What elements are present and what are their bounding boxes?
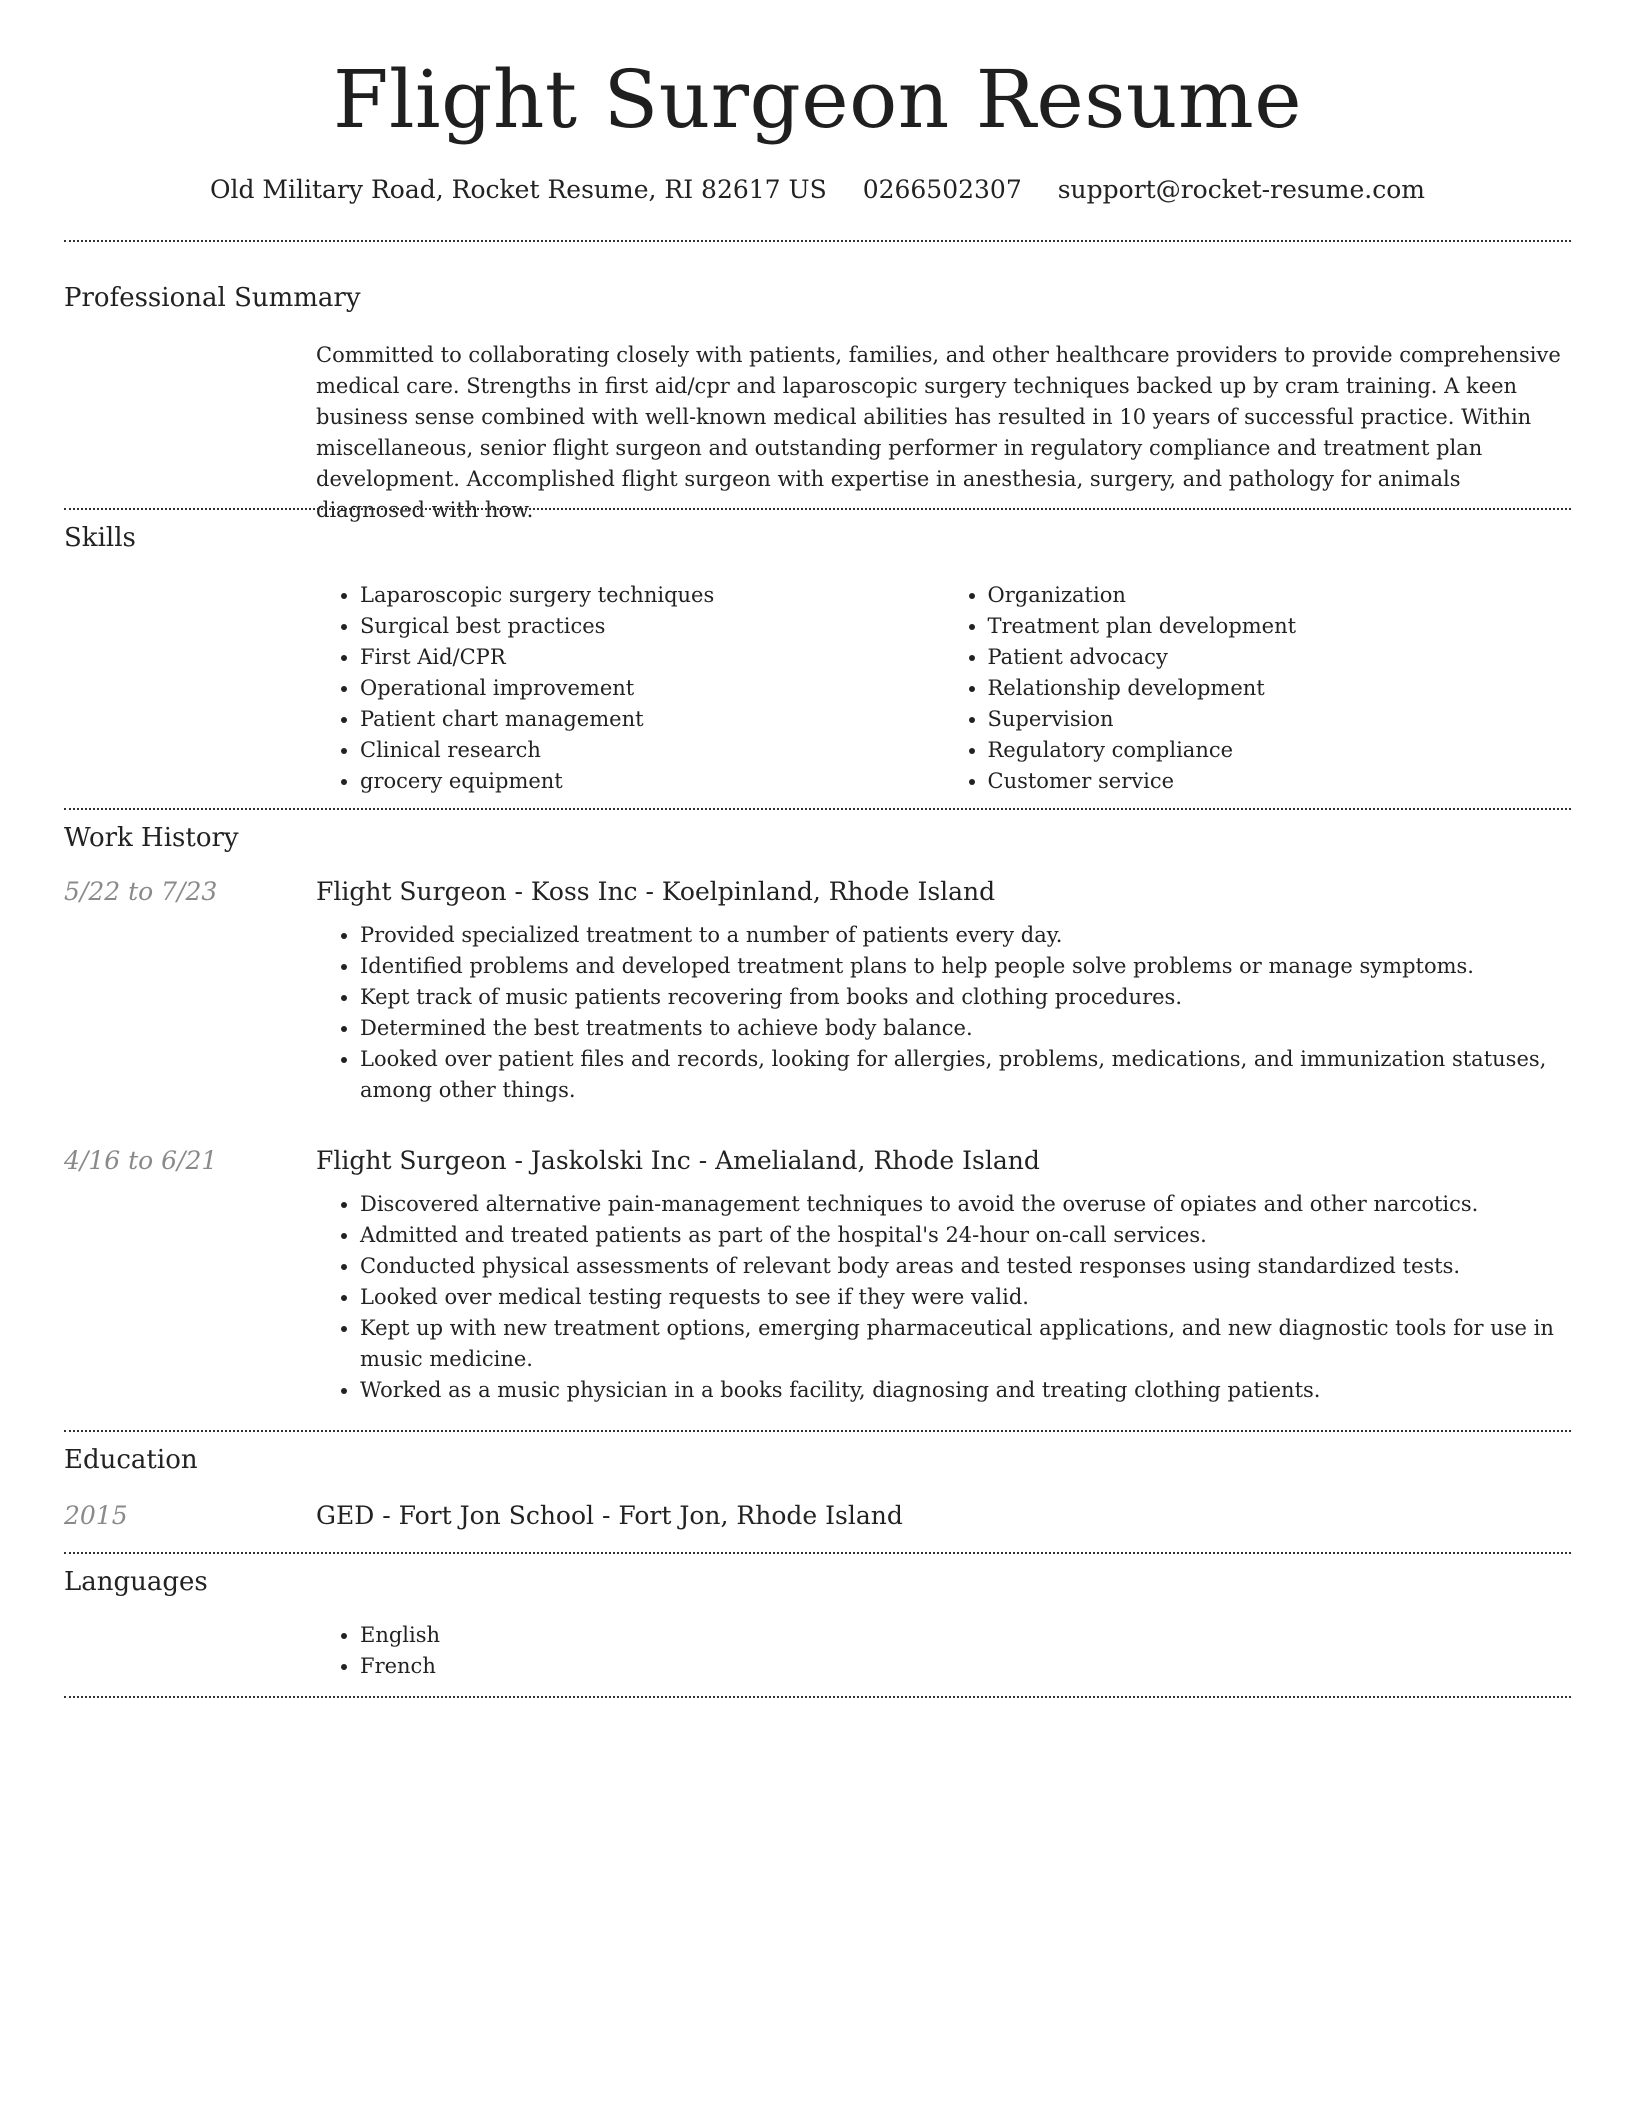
job-bullet: • Kept track of music patients recovering from books and clothing procedures. [360,982,1571,1013]
job-bullet: • Conducted physical assessments of relevant body areas and tested responses using standardized tests. [360,1251,1571,1282]
divider [64,1696,1571,1698]
section-title-education: Education [64,1445,198,1475]
skills-list [316,580,1571,797]
skill-item: • Supervision [988,704,1572,735]
skills-column-right [944,580,1572,797]
skill-item: • grocery equipment [360,766,944,797]
job-dates: 5/22 to 7/23 [64,877,218,906]
skill-item: • Customer service [988,766,1572,797]
skill-item: • First Aid/CPR [360,642,944,673]
contact-email[interactable]: support@rocket-resume.com [1057,175,1426,204]
job-bullet: • Admitted and treated patients as part of the hospital's 24-hour on-call services. [360,1220,1571,1251]
skill-item: • Relationship development [988,673,1572,704]
job-bullets [316,920,1571,1106]
section-title-languages: Languages [64,1567,208,1597]
divider [64,240,1571,242]
contact-line [64,170,1571,210]
skill-item: • Regulatory compliance [988,735,1572,766]
skills-column-left [316,580,944,797]
languages-bullets [316,1620,1571,1682]
divider [64,1430,1571,1432]
section-title-skills: Skills [64,523,136,553]
skill-item: • Clinical research [360,735,944,766]
job-bullet: • Worked as a music physician in a books facility, diagnosing and treating clothing patients. [360,1375,1571,1406]
job-bullet: • Determined the best treatments to achieve body balance. [360,1013,1571,1044]
job-heading: Flight Surgeon - Jaskolski Inc - Amelialand, Rhode Island [316,1146,1040,1175]
job-dates: 4/16 to 6/21 [64,1146,218,1175]
skill-item: • Patient advocacy [988,642,1572,673]
divider [64,1552,1571,1554]
skill-item: • Patient chart management [360,704,944,735]
divider [64,808,1571,810]
skill-item: • Treatment plan development [988,611,1572,642]
skill-item: • Organization [988,580,1572,611]
resume-title: Flight Surgeon Resume [332,53,1303,146]
skill-item: • Surgical best practices [360,611,944,642]
skill-item: • Operational improvement [360,673,944,704]
job-entry [316,874,1571,1106]
contact-phone: 0266502307 [862,175,1022,204]
divider [64,508,1571,510]
language-item: • English [360,1620,1571,1651]
job-entry [316,1143,1571,1406]
contact-address: Old Military Road, Rocket Resume, RI 82617 US [209,175,827,204]
summary-block [316,340,1571,526]
job-bullet: • Looked over medical testing requests to see if they were valid. [360,1282,1571,1313]
section-title-work: Work History [64,823,239,853]
summary-text: Committed to collaborating closely with patients, families, and other healthcare providers to provide comprehensive medical care. Strengths in first aid/cpr and laparoscopic surgery techniques backed up by cram training. A keen business sense combined with well-known medical abilities has resulted in 10 years of successful practice. Within miscellaneous, senior flight surgeon and outstanding performer in regulatory compliance and treatment plan development. Accomplished flight surgeon with expertise in anesthesia, surgery, and pathology for animals diagnosed with how. [316,343,1561,522]
job-bullet: • Looked over patient files and records, looking for allergies, problems, medications, and immunization statuses, among other things. [360,1044,1571,1106]
education-heading: GED - Fort Jon School - Fort Jon, Rhode Island [316,1501,903,1530]
job-bullets [316,1189,1571,1406]
language-item: • French [360,1651,1571,1682]
skill-item: • Laparoscopic surgery techniques [360,580,944,611]
education-entry [316,1498,1571,1544]
education-year: 2015 [64,1501,128,1530]
section-title-summary: Professional Summary [64,283,361,313]
job-bullet: • Discovered alternative pain-management techniques to avoid the overuse of opiates and other narcotics. [360,1189,1571,1220]
job-bullet: • Provided specialized treatment to a number of patients every day. [360,920,1571,951]
job-bullet: • Identified problems and developed treatment plans to help people solve problems or manage symptoms. [360,951,1571,982]
job-bullet: • Kept up with new treatment options, emerging pharmaceutical applications, and new diagnostic tools for use in music medicine. [360,1313,1571,1375]
job-heading: Flight Surgeon - Koss Inc - Koelpinland, Rhode Island [316,877,996,906]
languages-list [316,1620,1571,1682]
